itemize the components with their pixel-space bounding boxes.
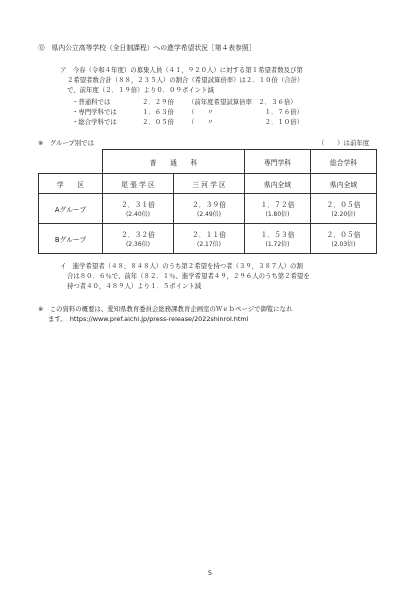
group-b-sogo: ２．０５倍 (326, 231, 361, 239)
group-a-sogo: ２．０５倍 (326, 201, 361, 209)
table-row (39, 194, 377, 224)
group-b-mikawa-prev: (2.17倍) (196, 241, 222, 248)
group-a-sogo-prev: (2.20倍) (331, 211, 356, 218)
group-b-senmon-prev: (1.72倍) (265, 241, 290, 248)
group-a-mikawa-cell (174, 194, 245, 224)
header-senmon: 専門学科 (245, 150, 311, 174)
section-a-line-2: ２希望者数合計（８８，２３５人）の割合（希望試算倍率）は２．１０倍（合計） (67, 76, 304, 84)
group-ratio-table (38, 149, 377, 254)
table-corner-cell (39, 150, 103, 174)
group-b-owari-prev: (2.36倍) (125, 241, 151, 248)
item-senmon-value: １．６３倍 (142, 108, 174, 116)
section-b-line-1: イ 進学希望者（４８，８４８人）のうち第２希望を持つ者（３９，３８７人）の割 (60, 262, 303, 270)
group-b-mikawa: ２．１１倍 (192, 231, 226, 239)
group-a-senmon: １．７２倍 (260, 201, 295, 209)
table-caption: ※ グループ別では (38, 139, 94, 147)
group-b-label: Bグループ (39, 224, 103, 254)
item-futsu-value: ２．２９倍 (142, 98, 174, 106)
page-number: 5 (207, 569, 213, 577)
group-a-senmon-cell (245, 194, 311, 224)
group-a-owari-cell (103, 194, 174, 224)
item-sogo-value: ２．０５倍 (142, 118, 174, 126)
table-note: （ ）は前年度 (318, 139, 370, 147)
item-sogo-note: （ 〃 ２．１０倍） (188, 118, 304, 126)
group-a-label: Aグループ (39, 194, 103, 224)
table-row (39, 224, 377, 254)
item-senmon-note: （ 〃 １．７６倍） (188, 108, 304, 116)
group-a-mikawa-prev: (2.49倍) (196, 211, 222, 218)
group-b-owari: ２．３２倍 (121, 231, 155, 239)
item-sogo-label: ・総合学科では (72, 118, 117, 126)
group-a-owari-prev: (2.40倍) (125, 211, 151, 218)
group-b-senmon-cell (245, 224, 311, 254)
group-a-senmon-prev: (1.80倍) (265, 211, 290, 218)
table-header-row-2 (39, 174, 377, 194)
section-b-line-3: 持つ者４０，４８９人）より１．５ポイント減 (67, 282, 202, 290)
section-heading: ⑫ 県内公立高等学校（全日制課程）への進学希望状況［第４表参照］ (38, 44, 256, 52)
item-futsu-note: （前年度希望試算倍率 ２．３６倍） (188, 98, 297, 106)
item-senmon-label: ・専門学科では (72, 108, 117, 116)
header-sogo-area: 県内全域 (311, 174, 377, 194)
table-header-row-1 (39, 150, 377, 174)
item-futsu-label: ・普通科では (72, 98, 111, 106)
section-a-line-3: で、前年度（２．１９倍）より０．０９ポイント減 (67, 86, 214, 94)
group-a-mikawa: ２．３９倍 (192, 201, 226, 209)
group-b-sogo-prev: (2.03倍) (331, 241, 356, 248)
header-mikawa: 三 河 学 区 (174, 174, 245, 194)
group-b-sogo-cell (311, 224, 377, 254)
group-b-owari-cell (103, 224, 174, 254)
section-a-line-1: ア 今春（令和４年度）の募集人員（４１，９２０人）に対する第１希望者数及び第 (60, 66, 303, 74)
group-b-senmon: １．５３倍 (260, 231, 295, 239)
header-senmon-area: 県内全域 (245, 174, 311, 194)
section-b-line-2: 合は８０．６％で、前年（８２．１％、進学希望者４９，２９６人のうち第２希望を (67, 272, 310, 280)
footnote-line-2: ます。 https://www.pref.aichi.jp/press-release/2022shinrol.html (48, 315, 249, 323)
header-owari: 尾 張 学 区 (103, 174, 174, 194)
group-a-sogo-cell (311, 194, 377, 224)
footnote-line-1: ※ この資料の概要は、愛知県教育委員会総務課教育企画室のＷｅｂページで御覧になれ (38, 305, 293, 313)
header-group: 学 区 (39, 174, 103, 194)
header-futsu: 普 通 科 (103, 150, 245, 174)
header-sogo: 総合学科 (311, 150, 377, 174)
group-a-owari: ２．３１倍 (121, 201, 155, 209)
group-b-mikawa-cell (174, 224, 245, 254)
